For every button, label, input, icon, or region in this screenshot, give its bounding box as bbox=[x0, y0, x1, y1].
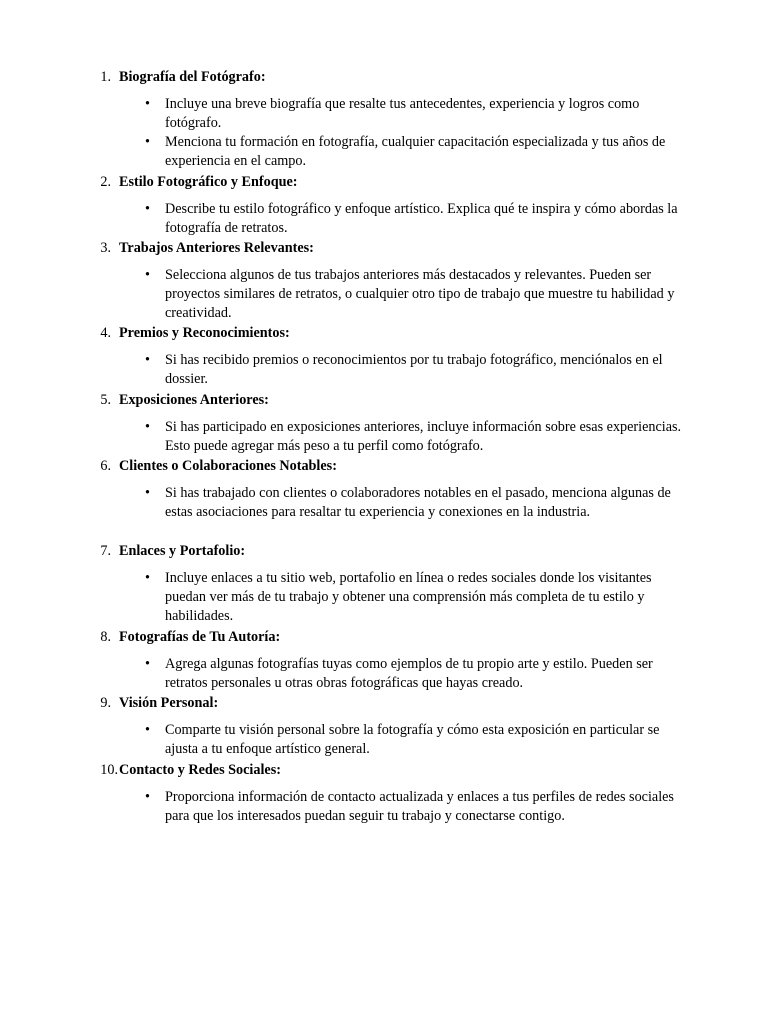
bullet-item bbox=[0, 484, 692, 522]
bullet-icon: • bbox=[145, 267, 150, 283]
bullet-item bbox=[0, 721, 692, 759]
bullet-icon: • bbox=[145, 485, 150, 501]
section-heading bbox=[0, 694, 768, 713]
bullet-text: Agrega algunas fotografías tuyas como ejemplos de tu propio arte y estilo. Pueden ser retratos personales u otras obras fotográficas que hayas creado. bbox=[165, 656, 653, 691]
bullet-item bbox=[0, 418, 692, 456]
section-heading bbox=[0, 391, 768, 410]
item-number: 9. bbox=[100, 695, 111, 711]
item-number: 8. bbox=[100, 629, 111, 645]
bullet-item bbox=[0, 351, 692, 389]
bullet-text: Incluye enlaces a tu sitio web, portafolio en línea o redes sociales donde los visitantes puedan ver más de tu trabajo y obtener una comprensión más completa de tu estilo y habilidades. bbox=[165, 570, 652, 624]
item-number: 7. bbox=[100, 543, 111, 559]
list-item bbox=[0, 457, 768, 522]
list-item bbox=[0, 324, 768, 389]
bullet-item bbox=[0, 266, 692, 323]
bullet-text: Menciona tu formación en fotografía, cualquier capacitación especializada y tus años de experiencia en el campo. bbox=[165, 134, 666, 169]
bullet-item bbox=[0, 569, 692, 626]
bullet-text: Incluye una breve biografía que resalte tus antecedentes, experiencia y logros como fotógrafo. bbox=[165, 96, 640, 131]
section-title: Trabajos Anteriores Relevantes: bbox=[119, 240, 314, 256]
bullet-icon: • bbox=[145, 134, 150, 150]
section-heading bbox=[0, 628, 768, 647]
bullet-icon: • bbox=[145, 352, 150, 368]
list-item bbox=[0, 173, 768, 238]
section-heading bbox=[0, 542, 768, 561]
list-item bbox=[0, 628, 768, 693]
bullet-icon: • bbox=[145, 570, 150, 586]
bullet-icon: • bbox=[145, 722, 150, 738]
bullet-icon: • bbox=[145, 201, 150, 217]
bullet-icon: • bbox=[145, 789, 150, 805]
bullet-text: Proporciona información de contacto actualizada y enlaces a tus perfiles de redes sociales para que los interesados puedan seguir tu trabajo y conectarse contigo. bbox=[165, 789, 674, 824]
item-number: 2. bbox=[100, 174, 111, 190]
bullet-text: Si has trabajado con clientes o colaboradores notables en el pasado, menciona algunas de estas asociaciones para resaltar tu experiencia y conexiones en la industria. bbox=[165, 485, 671, 520]
item-number: 3. bbox=[100, 240, 111, 256]
bullet-text: Si has participado en exposiciones anteriores, incluye información sobre esas experiencias. Esto puede agregar más peso a tu perfil como fotógrafo. bbox=[165, 419, 682, 454]
bullet-text: Comparte tu visión personal sobre la fotografía y cómo esta exposición en particular se ajusta a tu enfoque artístico general. bbox=[165, 722, 660, 757]
section-heading bbox=[0, 173, 768, 192]
bullet-text: Describe tu estilo fotográfico y enfoque artístico. Explica qué te inspira y cómo abordas la fotografía de retratos. bbox=[165, 201, 678, 236]
bullet-item bbox=[0, 133, 692, 171]
bullet-text: Si has recibido premios o reconocimientos por tu trabajo fotográfico, menciónalos en el dossier. bbox=[165, 352, 663, 387]
bullet-text: Selecciona algunos de tus trabajos anteriores más destacados y relevantes. Pueden ser proyectos similares de retratos, o cualquier otro tipo de trabajo que muestre tu habilidad y creatividad. bbox=[165, 267, 675, 321]
section-heading bbox=[0, 761, 768, 780]
section-title: Premios y Reconocimientos: bbox=[119, 325, 290, 341]
bullet-icon: • bbox=[145, 96, 150, 112]
bullet-item bbox=[0, 788, 692, 826]
section-heading bbox=[0, 324, 768, 343]
section-title: Enlaces y Portafolio: bbox=[119, 543, 246, 559]
item-number: 5. bbox=[100, 392, 111, 408]
item-number: 6. bbox=[100, 458, 111, 474]
list-item bbox=[0, 542, 768, 626]
section-title: Clientes o Colaboraciones Notables: bbox=[119, 458, 337, 474]
list-item bbox=[0, 761, 768, 826]
bullet-item bbox=[0, 200, 692, 238]
section-heading bbox=[0, 239, 768, 258]
item-number: 10. bbox=[100, 762, 118, 778]
section-title: Estilo Fotográfico y Enfoque: bbox=[119, 174, 298, 190]
bullet-icon: • bbox=[145, 419, 150, 435]
section-title: Fotografías de Tu Autoría: bbox=[119, 629, 281, 645]
bullet-item bbox=[0, 95, 692, 133]
list-item bbox=[0, 694, 768, 759]
section-title: Biografía del Fotógrafo: bbox=[119, 69, 266, 85]
section-title: Visión Personal: bbox=[119, 695, 219, 711]
item-number: 1. bbox=[100, 69, 111, 85]
list-item bbox=[0, 391, 768, 456]
section-heading bbox=[0, 457, 768, 476]
bullet-icon: • bbox=[145, 656, 150, 672]
bullet-item bbox=[0, 655, 692, 693]
list-item bbox=[0, 239, 768, 323]
list-item bbox=[0, 68, 768, 171]
section-title: Contacto y Redes Sociales: bbox=[119, 762, 281, 778]
item-number: 4. bbox=[100, 325, 111, 341]
section-title: Exposiciones Anteriores: bbox=[119, 392, 269, 408]
section-heading bbox=[0, 68, 768, 87]
